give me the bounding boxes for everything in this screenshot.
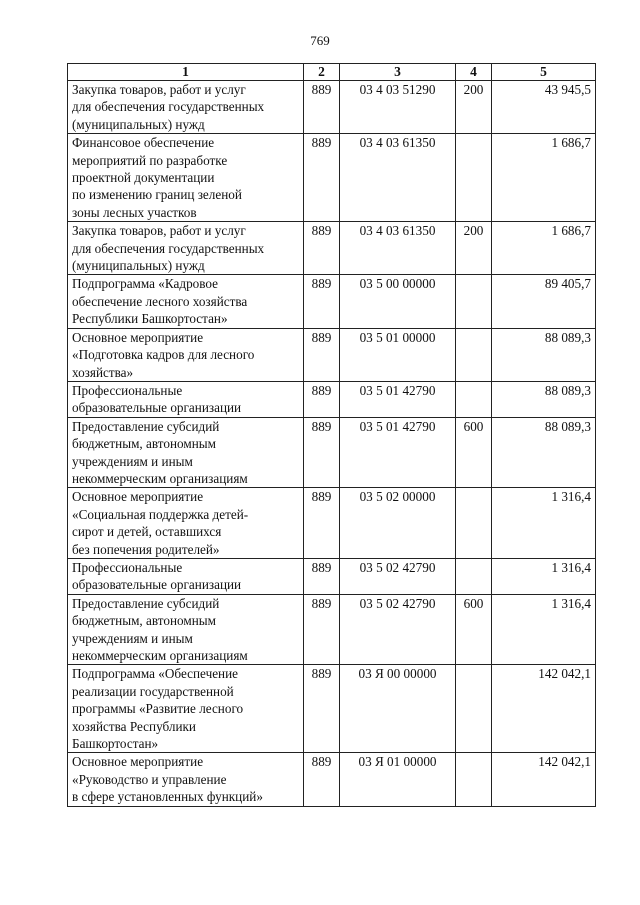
row-ved-cell: 889 (304, 81, 340, 134)
row-ved-cell: 889 (304, 222, 340, 275)
row-type-cell (456, 134, 492, 222)
row-sum-cell: 88 089,3 (492, 417, 596, 488)
header-col-3: 3 (340, 64, 456, 81)
row-sum-cell: 1 316,4 (492, 558, 596, 594)
row-ved-cell: 889 (304, 665, 340, 753)
table-row (68, 753, 596, 806)
row-sum-cell: 43 945,5 (492, 81, 596, 134)
row-type-cell (456, 665, 492, 753)
row-type-cell: 200 (456, 81, 492, 134)
row-type-cell (456, 328, 492, 381)
header-col-2: 2 (304, 64, 340, 81)
row-code-cell: 03 5 01 42790 (340, 381, 456, 417)
table-row (68, 134, 596, 222)
row-name-cell: Предоставление субсидий бюджетным, автономным учреждениям и иным некоммерческим организациям (68, 594, 304, 665)
row-name-cell: Закупка товаров, работ и услуг для обеспечения государственных (муниципальных) нужд (68, 81, 304, 134)
row-type-cell: 200 (456, 222, 492, 275)
row-name-cell: Основное мероприятие «Руководство и управление в сфере установленных функций» (68, 753, 304, 806)
row-sum-cell: 88 089,3 (492, 328, 596, 381)
row-ved-cell: 889 (304, 134, 340, 222)
row-code-cell: 03 5 01 42790 (340, 417, 456, 488)
row-ved-cell: 889 (304, 328, 340, 381)
table-row (68, 81, 596, 134)
row-ved-cell: 889 (304, 488, 340, 559)
row-code-cell: 03 5 01 00000 (340, 328, 456, 381)
row-sum-cell: 1 316,4 (492, 488, 596, 559)
row-code-cell: 03 4 03 61350 (340, 222, 456, 275)
row-type-cell (456, 753, 492, 806)
header-row (68, 64, 596, 81)
row-ved-cell: 889 (304, 558, 340, 594)
row-name-cell: Основное мероприятие «Социальная поддержка детей- сирот и детей, оставшихся без попечения родителей» (68, 488, 304, 559)
table-row (68, 381, 596, 417)
page-number: 769 (310, 33, 330, 48)
row-sum-cell: 142 042,1 (492, 665, 596, 753)
row-type-cell: 600 (456, 417, 492, 488)
row-sum-cell: 142 042,1 (492, 753, 596, 806)
table-body (68, 81, 596, 807)
row-ved-cell: 889 (304, 594, 340, 665)
row-code-cell: 03 4 03 61350 (340, 134, 456, 222)
header-col-4: 4 (456, 64, 492, 81)
row-type-cell (456, 488, 492, 559)
row-sum-cell: 1 316,4 (492, 594, 596, 665)
row-ved-cell: 889 (304, 753, 340, 806)
row-type-cell (456, 381, 492, 417)
row-sum-cell: 89 405,7 (492, 275, 596, 328)
row-ved-cell: 889 (304, 275, 340, 328)
table-row (68, 594, 596, 665)
table-row (68, 417, 596, 488)
row-type-cell (456, 275, 492, 328)
row-code-cell: 03 4 03 51290 (340, 81, 456, 134)
row-code-cell: 03 Я 01 00000 (340, 753, 456, 806)
table-row (68, 488, 596, 559)
budget-table (67, 63, 596, 807)
row-name-cell: Подпрограмма «Обеспечение реализации государственной программы «Развитие лесного хозяйства Республики Башкортостан» (68, 665, 304, 753)
row-code-cell: 03 5 02 00000 (340, 488, 456, 559)
row-sum-cell: 88 089,3 (492, 381, 596, 417)
row-name-cell: Закупка товаров, работ и услуг для обеспечения государственных (муниципальных) нужд (68, 222, 304, 275)
row-code-cell: 03 5 00 00000 (340, 275, 456, 328)
table-row (68, 665, 596, 753)
row-type-cell: 600 (456, 594, 492, 665)
row-ved-cell: 889 (304, 417, 340, 488)
row-code-cell: 03 5 02 42790 (340, 594, 456, 665)
row-sum-cell: 1 686,7 (492, 222, 596, 275)
row-type-cell (456, 558, 492, 594)
row-name-cell: Предоставление субсидий бюджетным, автономным учреждениям и иным некоммерческим организациям (68, 417, 304, 488)
table-row (68, 222, 596, 275)
row-sum-cell: 1 686,7 (492, 134, 596, 222)
table-row (68, 558, 596, 594)
row-code-cell: 03 5 02 42790 (340, 558, 456, 594)
table-row (68, 275, 596, 328)
table-row (68, 328, 596, 381)
row-name-cell: Профессиональные образовательные организации (68, 558, 304, 594)
row-name-cell: Подпрограмма «Кадровое обеспечение лесного хозяйства Республики Башкортостан» (68, 275, 304, 328)
header-col-5: 5 (492, 64, 596, 81)
row-name-cell: Финансовое обеспечение мероприятий по разработке проектной документации по изменению границ зеленой зоны лесных участков (68, 134, 304, 222)
row-name-cell: Профессиональные образовательные организации (68, 381, 304, 417)
row-code-cell: 03 Я 00 00000 (340, 665, 456, 753)
header-col-1: 1 (68, 64, 304, 81)
row-name-cell: Основное мероприятие «Подготовка кадров для лесного хозяйства» (68, 328, 304, 381)
row-ved-cell: 889 (304, 381, 340, 417)
